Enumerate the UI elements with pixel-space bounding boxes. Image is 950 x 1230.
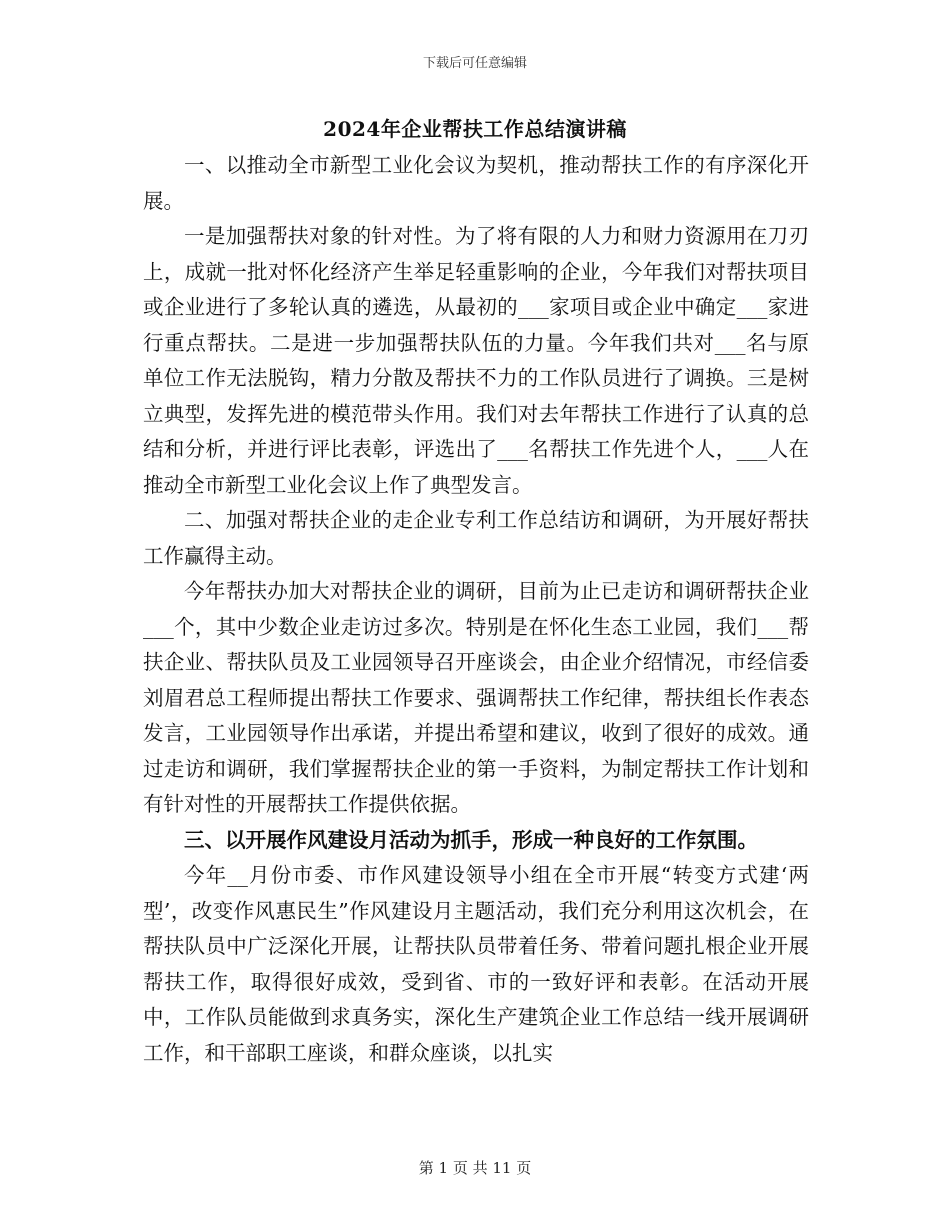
paragraph-section-2-body: 今年帮扶办加大对帮扶企业的调研，目前为止已走访和调研帮扶企业___个，其中少数企业走访过多次。特别是在怀化生态工业园，我们___帮扶企业、帮扶队员及工业园领导召开座谈会，由企业介绍情况，市经信委刘眉君总工程师提出帮扶工作要求、强调帮扶工作纪律，帮扶组长作表态发言，工业园领导作出承诺，并提出希望和建议，收到了很好的成效。通过走访和调研，我们掌握帮扶企业的第一手资料，为制定帮扶工作计划和有针对性的开展帮扶工作提供依据。 [143, 579, 809, 816]
paragraph-section-3-heading: 三、以开展作风建设月活动为抓手，形成一种良好的工作氛围。 [184, 827, 758, 852]
paragraph-section-1-body: 一是加强帮扶对象的针对性。为了将有限的人力和财力资源用在刀刃上，成就一批对怀化经济产生举足轻重影响的企业，今年我们对帮扶项目或企业进行了多轮认真的遴选，从最初的___家项目或企业中确定___家进行重点帮扶。二是进一步加强帮扶队伍的力量。今年我们共对___名与原单位工作无法脱钩，精力分散及帮扶不力的工作队员进行了调换。三是树立典型，发挥先进的模范带头作用。我们对去年帮扶工作进行了认真的总结和分析，并进行评比表彰，评选出了___名帮扶工作先进个人，___人在推动全市新型工业化会议上作了典型发言。 [143, 224, 809, 497]
paragraph-section-2-heading: 二、加强对帮扶企业的走企业专利工作总结访和调研，为开展好帮扶工作赢得主动。 [143, 508, 809, 568]
document-body [143, 148, 809, 1071]
paragraph-section-3-body: 今年__月份市委、市作风建设领导小组在全市开展“转变方式建‘两型’，改变作风惠民生”作风建设月主题活动，我们充分利用这次机会，在帮扶队员中广泛深化开展，让帮扶队员带着任务、带着问题扎根企业开展帮扶工作，取得很好成效，受到省、市的一致好评和表彰。在活动开展中，工作队员能做到求真务实，深化生产建筑企业工作总结一线开展调研工作，和干部职工座谈，和群众座谈，以扎实 [143, 863, 809, 1065]
document-title: 2024年企业帮扶工作总结演讲稿 [323, 117, 627, 141]
page-footer: 第 1 页 共 11 页 [418, 1159, 532, 1177]
header-note: 下载后可任意编辑 [422, 56, 527, 71]
paragraph-section-1-heading: 一、以推动全市新型工业化会议为契机，推动帮扶工作的有序深化开展。 [143, 153, 809, 213]
